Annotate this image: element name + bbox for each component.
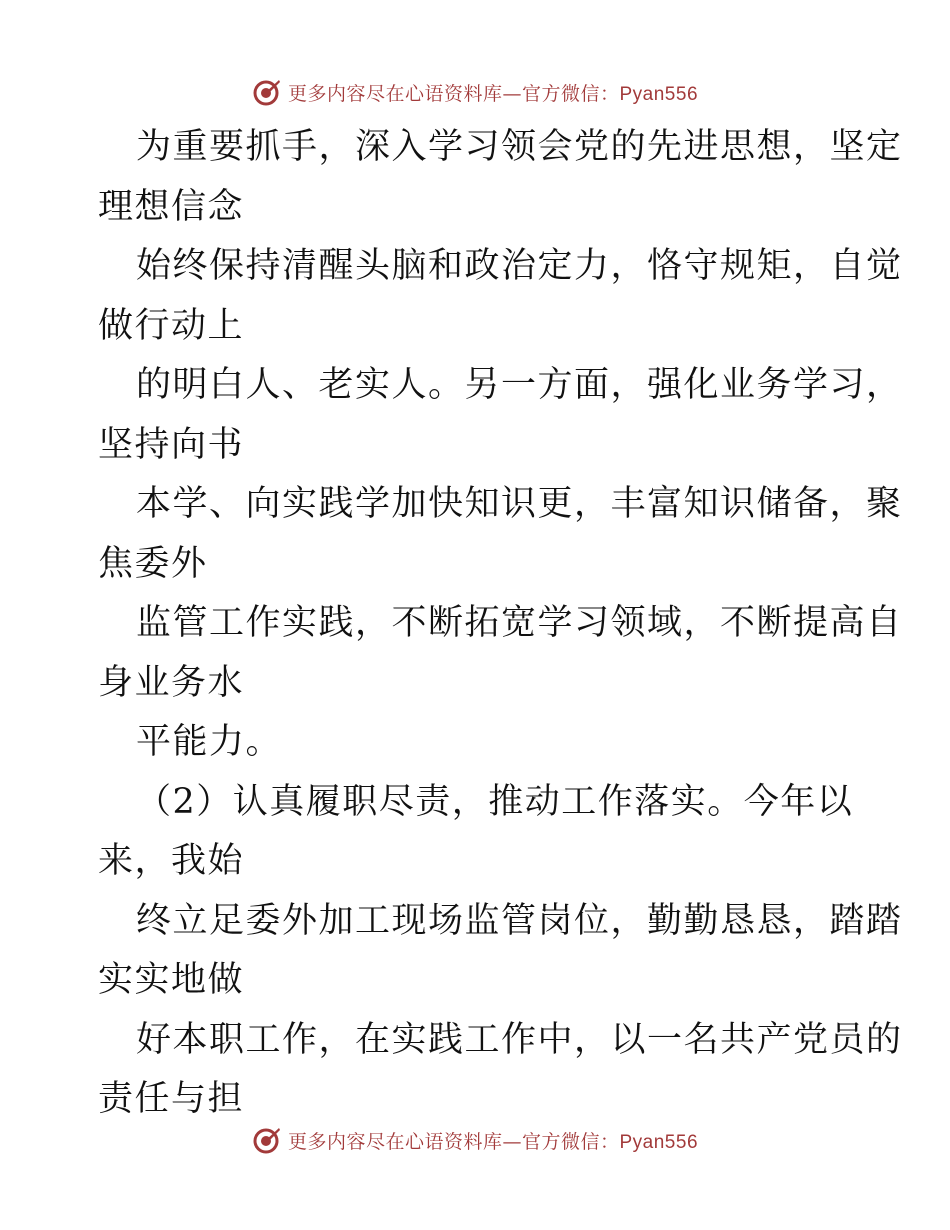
body-line: 来，我始 [98,841,245,881]
body-line: 好本职工作，在实践工作中，以一名共产党员的 [136,1019,903,1060]
quill-seal-icon [252,77,282,107]
footer-banner [0,1120,950,1160]
body-line: 平能力。 [136,722,283,762]
body-line: 始终保持清醒头脑和政治定力，恪守规矩，自觉 [136,246,903,286]
header-banner-label: 更多内容尽在心语资料库—官方微信： [287,82,620,105]
header-wechat-id: Pyan556 [619,83,699,105]
header-banner-text [288,79,698,106]
body-line: 身业务水 [98,662,245,703]
footer-wechat-id: Pyan556 [619,1131,699,1153]
body-line: 监管工作实践，不断拓宽学习领域，不断提高自 [136,603,903,643]
body-line: 终立足委外加工现场监管岗位，勤勤恳恳，踏踏 [136,900,903,941]
header-banner [0,72,950,112]
footer-banner-text [288,1127,698,1154]
footer-banner-label: 更多内容尽在心语资料库—官方微信： [287,1130,620,1153]
body-line: 本学、向实践学加快知识更，丰富知识储备，聚 [136,484,903,524]
body-line: 的明白人、老实人。另一方面，强化业务学习， [136,365,903,405]
body-line: 坚持向书 [98,424,245,465]
body-line: 实实地做 [98,960,245,1000]
body-line: （2）认真履职尽责，推动工作落实。今年以 [136,781,854,822]
body-line: 做行动上 [98,305,245,346]
body-line: 为重要抓手，深入学习领会党的先进思想，坚定 [136,127,903,167]
body-line: 责任与担 [98,1079,245,1119]
document-body [98,118,903,1130]
quill-seal-icon [252,1125,282,1155]
body-line: 焦委外 [98,543,208,584]
body-line: 理想信念 [98,186,245,227]
